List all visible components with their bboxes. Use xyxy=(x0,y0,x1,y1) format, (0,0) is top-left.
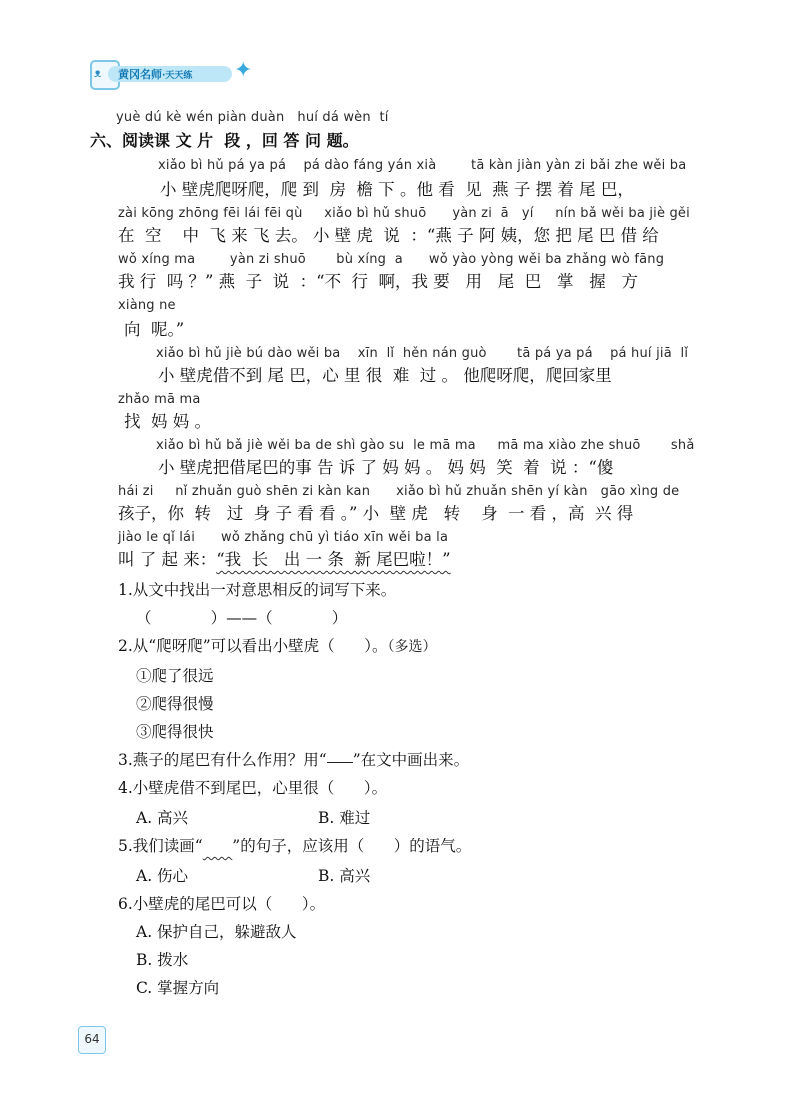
q4-option-b: B. 难过 xyxy=(318,809,371,827)
page-header xyxy=(74,56,274,92)
question-1: 1.从文中找出一对意思相反的词写下来。 xyxy=(118,581,397,599)
q2-option-1: ①爬了很远 xyxy=(136,667,214,685)
p3-line3-plain: 叫 了 起 来： xyxy=(118,550,217,569)
q5-option-a: A. 伤心 xyxy=(136,867,189,885)
p1-line2: 在 空 中 飞 来 飞 去。 小 壁 虎 说 ：“燕 子 阿 姨，您 把 尾 巴 借 给 xyxy=(118,226,659,245)
brand-title: 黄冈名师·天天练 xyxy=(118,68,193,81)
p3-line2: 孩子，你 转 过 身 子 看 看 。” 小 壁 虎 转 身 一 看 ，高 兴 得 xyxy=(118,504,634,523)
p1-line3-pinyin: wǒ xíng ma yàn zi shuō bù xíng a wǒ yào yòng wěi ba zhǎng wò fāng xyxy=(118,252,665,267)
q6-option-c: C. 掌握方向 xyxy=(136,979,220,997)
wavy-underline-mark xyxy=(203,837,233,855)
section-title-pinyin: yuè dú kè wén piàn duàn huí dá wèn tí xyxy=(116,110,389,125)
q6-option-b: B. 拨水 xyxy=(136,951,189,969)
straight-underline-mark xyxy=(327,762,353,763)
sparkle-star-icon: ✦ xyxy=(234,58,253,83)
p2-line2: 找 妈 妈 。 xyxy=(124,412,211,431)
p3-line1: 小 壁虎把借尾巴的事 告 诉 了 妈 妈 。 妈 妈 笑 着 说 ：“傻 xyxy=(158,458,614,477)
p1-line1: 小 壁虎爬呀爬，爬 到 房 檐 下 。他 看 见 燕 子 摆 着 尾 巴， xyxy=(160,180,634,199)
question-6: 6.小壁虎的尾巴可以（ ）。 xyxy=(118,895,326,913)
question-2: 2.从“爬呀爬”可以看出小壁虎（ ）。（多选） xyxy=(118,637,437,655)
bear-mascot-icon: ᴥ xyxy=(94,66,102,80)
p3-line3-pinyin: jiào le qǐ lái wǒ zhǎng chū yì tiáo xīn wěi ba la xyxy=(118,530,449,545)
q6-option-a: A. 保护自己，躲避敌人 xyxy=(136,923,297,941)
p3-line3-wavy-marked: “我 长 出 一 条 新 尾巴啦！” xyxy=(216,550,451,569)
p2-line1-pinyin: xiǎo bì hǔ jiè bú dào wěi ba xīn lǐ hěn nán guò tā pá ya pá pá huí jiā lǐ xyxy=(156,346,689,361)
p1-line1-pinyin: xiǎo bì hǔ pá ya pá pá dào fáng yán xià tā kàn jiàn yàn zi bǎi zhe wěi ba xyxy=(158,158,687,173)
question-4: 4.小壁虎借不到尾巴，心里很（ ）。 xyxy=(118,779,388,797)
q4-option-a: A. 高兴 xyxy=(136,809,189,827)
section-title: 六、阅读课 文 片 段 ，回 答 问 题。 xyxy=(90,131,359,150)
p3-line1-pinyin: xiǎo bì hǔ bǎ jiè wěi ba de shì gào su le mā ma mā ma xiào zhe shuō shǎ xyxy=(156,438,695,453)
q5-option-b: B. 高兴 xyxy=(318,867,371,885)
p1-line2-pinyin: zài kōng zhōng fēi lái fēi qù xiǎo bì hǔ shuō yàn zi ā yí nín bǎ wěi ba jiè gěi xyxy=(118,206,690,221)
p3-line3 xyxy=(118,546,451,570)
p1-line4-pinyin: xiàng ne xyxy=(118,298,176,313)
question-1-answer: （ ）——（ ） xyxy=(136,609,348,627)
page-number: 64 xyxy=(84,1032,100,1046)
p1-line3: 我 行 吗 ？” 燕 子 说 ：“不 行 啊，我 要 用 尾 巴 掌 握 方 xyxy=(118,272,638,291)
question-3: 3.燕子的尾巴有什么作用？用“ ”在文中画出来。 xyxy=(118,751,470,769)
p1-line4: 向 呢。” xyxy=(124,320,185,339)
q2-option-2: ②爬得很慢 xyxy=(136,695,214,713)
p3-line2-pinyin: hái zi nǐ zhuǎn guò shēn zi kàn kan xiǎo bì hǔ zhuǎn shēn yí kàn gāo xìng de xyxy=(118,484,680,499)
p2-line1: 小 壁虎借不到 尾 巴，心 里 很 难 过 。 他爬呀爬，爬回家里 xyxy=(158,366,612,385)
p2-line2-pinyin: zhǎo mā ma xyxy=(118,392,201,407)
question-5: 5.我们读画“ ”的句子，应该用（ ）的语气。 xyxy=(118,837,472,855)
q2-option-3: ③爬得很快 xyxy=(136,723,214,741)
